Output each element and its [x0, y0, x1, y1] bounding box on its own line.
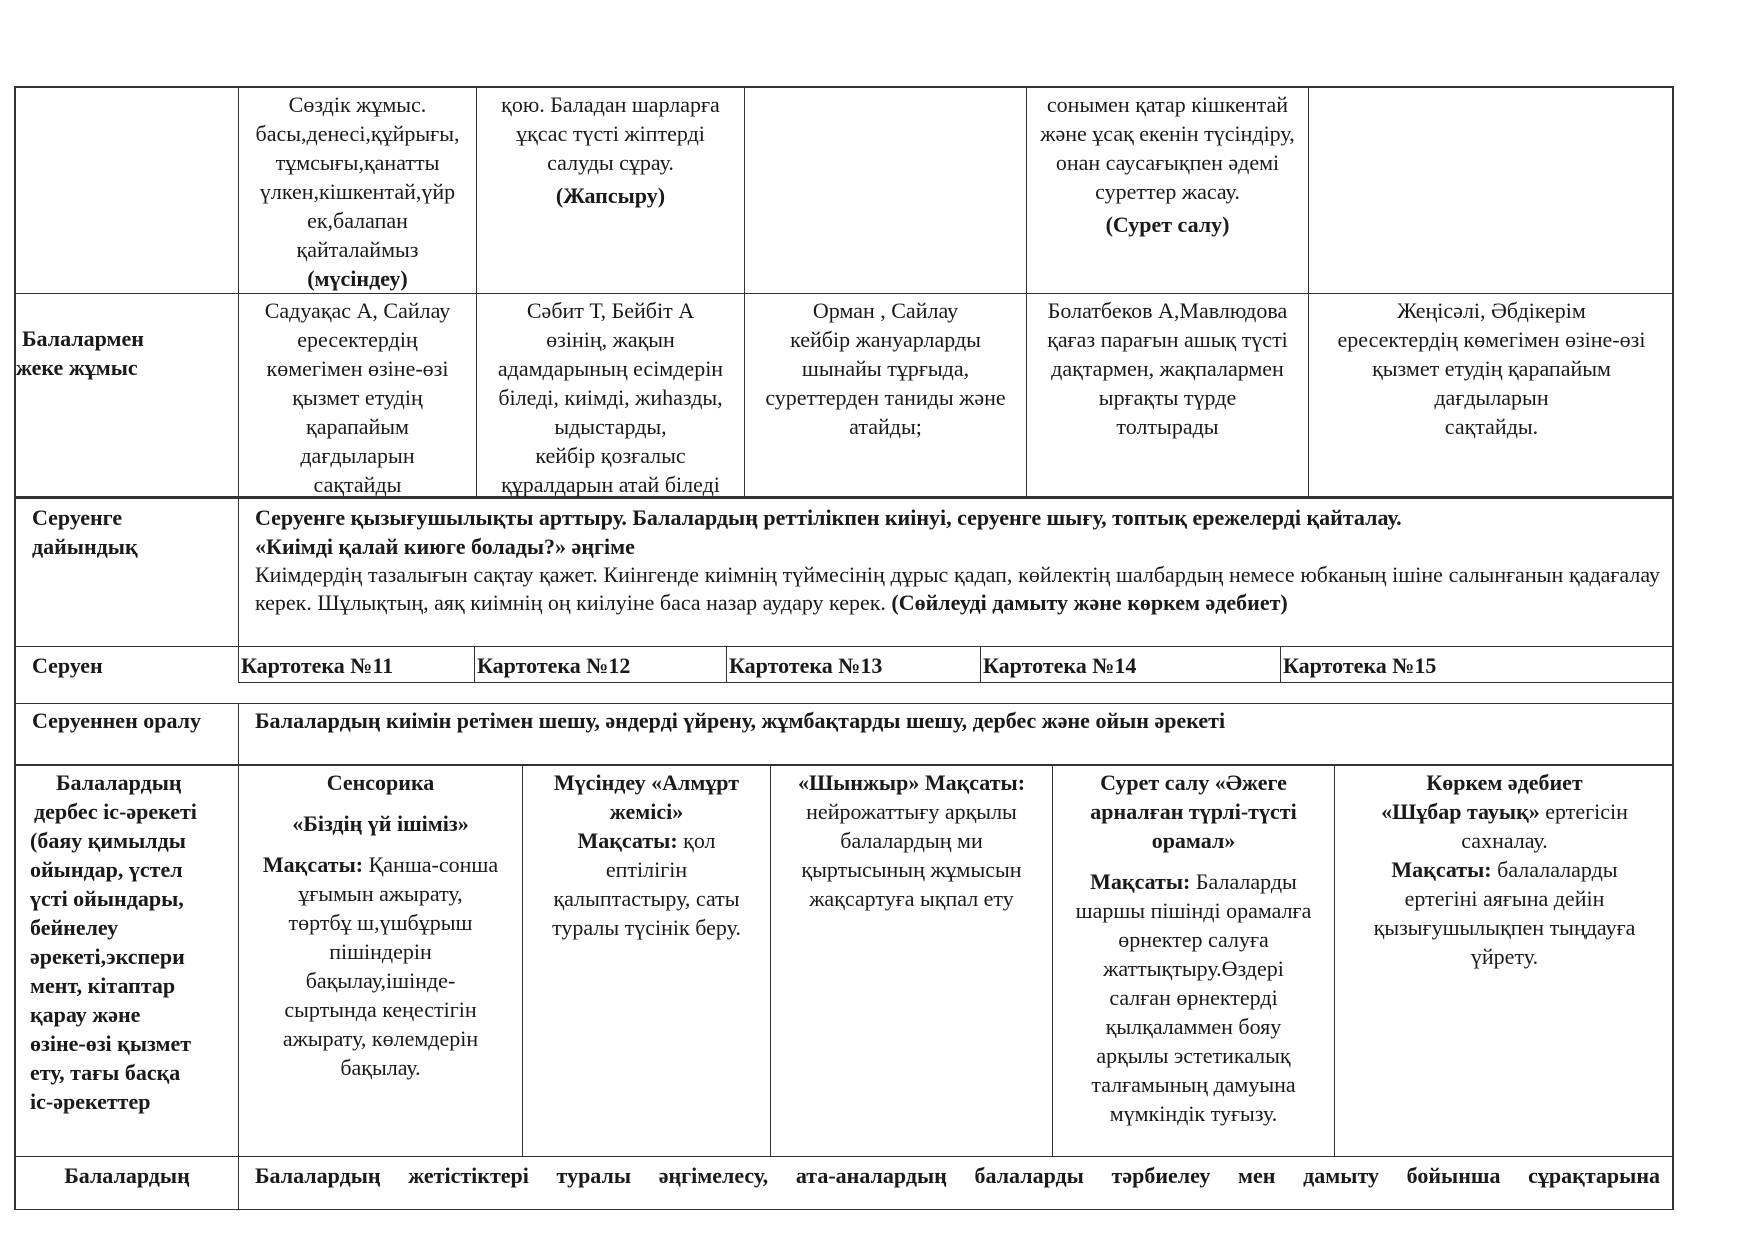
goal-label: Мақсаты:	[1090, 869, 1191, 894]
text-line: адамдарының есімдерін	[497, 356, 724, 381]
walk-prep-text: Киімдердің тазалығын сақтау қажет. Киінгенде киімнің түймесінің дұрыс қадап, көйлектің шалбардың немесе юбканың ішіне салынғанын қадағалау керек. Шұлықтың, аяқ киімнің оң киілуіне баса назар аудару керек.	[255, 562, 1660, 615]
text-line: жаттықтыру.Өздері	[1103, 956, 1284, 981]
cell-parents-talk-content	[238, 1157, 1674, 1209]
text-line: Балаларды	[1195, 869, 1297, 894]
walk-prep-body	[255, 561, 1660, 617]
cell-drawing	[1052, 766, 1334, 1156]
label-line: дайындық	[32, 534, 138, 559]
walk-card-11	[238, 647, 474, 683]
text-line: онан саусағықпен әдемі	[1055, 150, 1280, 175]
text-line: қол	[683, 828, 716, 853]
text-line: бақылау.	[340, 1055, 421, 1080]
text-line: сахналау.	[1461, 828, 1548, 853]
row-parents-talk	[14, 1157, 1674, 1210]
cell-row2-col3	[476, 294, 744, 496]
label-line: әрекеті,экспери	[30, 944, 185, 969]
cell-row2-col5	[1026, 294, 1308, 496]
text-line: дағдыларын	[1434, 385, 1549, 410]
activity-title: Көркем әдебиет	[1426, 770, 1583, 795]
text-line: қызмет етудің	[292, 385, 423, 410]
table-right-border	[1672, 88, 1674, 293]
text-line: Орман , Сайлау	[812, 298, 959, 323]
cell-sensorics	[238, 766, 522, 1156]
table-right-border	[1672, 647, 1674, 703]
text-line: Қанша-сонша	[368, 852, 499, 877]
card-label: Картотека №14	[983, 653, 1137, 678]
activity-title: «Шынжыр» Мақсаты:	[797, 770, 1026, 795]
card-label: Картотека №15	[1283, 653, 1437, 678]
schedule-table	[14, 86, 1674, 1210]
activity-title: орамал»	[1151, 828, 1236, 853]
text-line: құралдарын атай біледі	[501, 472, 720, 497]
text-line: ажырату, көлемдерін	[282, 1026, 479, 1051]
text-line: дақтармен, жақпалармен	[1051, 356, 1284, 381]
row-label-return-from-walk	[14, 704, 238, 764]
text-line: балалардың ми	[840, 828, 983, 853]
activity-title: Мүсіндеу «Алмұрт	[553, 770, 740, 795]
text-line: ек,балапан	[307, 208, 408, 233]
card-label: Картотека №12	[477, 653, 631, 678]
text-line: шаршы пішінді орамалға	[1075, 898, 1312, 923]
text-line: бақылау,ішінде-	[305, 968, 456, 993]
cell-row1-col6	[1308, 88, 1674, 293]
text-line: біледі, киімді, жиһазды,	[498, 385, 723, 410]
label-line: өзіне-өзі қызмет	[30, 1031, 192, 1056]
label-line: (баяу қимылды	[30, 828, 186, 853]
parents-talk-text: Балалардың жетістіктері туралы әңгімелесу, ата-аналардың балаларды тәрбиелеу мен дамыту бойынша сұрақтарына	[255, 1163, 1660, 1188]
text-line: кейбір жануарларды	[790, 327, 981, 352]
text-line: сақтайды	[313, 472, 402, 497]
text-line: Жеңісәлі, Әбдікерім	[1397, 298, 1586, 323]
row-label-individual-work	[14, 294, 238, 496]
walk-card-12	[474, 647, 726, 683]
label-line: Серуен	[32, 653, 103, 678]
text-line: және ұсақ екенін түсіндіру,	[1040, 121, 1295, 146]
text-line: ересектердің көмегімен өзіне-өзі	[1337, 327, 1646, 352]
text-line: нейрожаттығу арқылы	[806, 799, 1017, 824]
cell-row1-col4	[744, 88, 1026, 293]
text-line: өрнектер салуға	[1118, 927, 1269, 952]
text-line: Болатбеков А,Мавлюдова	[1047, 298, 1288, 323]
row-individual-work	[14, 294, 1674, 497]
text-line: үйрету.	[1470, 944, 1539, 969]
label-line: Балалардың	[64, 1163, 190, 1188]
row-label-walk	[14, 647, 238, 703]
text-line: қызмет етудің қарапайым	[1372, 356, 1611, 381]
activity-tag: (Сөйлеуді дамыту және көркем әдебиет)	[891, 590, 1288, 615]
text-line: қызығушылықпен тыңдауға	[1373, 915, 1636, 940]
label-line: бейнелеу	[30, 915, 119, 940]
label-line: ету, тағы басқа	[30, 1060, 181, 1085]
label-line: Серуенге	[32, 505, 123, 530]
text-line: ертегісін	[1545, 799, 1628, 824]
text-line: суреттер жасау.	[1095, 179, 1240, 204]
row-label-empty	[14, 88, 238, 293]
row-independent-activity	[14, 765, 1674, 1157]
walk-card-15	[1280, 647, 1674, 683]
activity-tag: (мүсіндеу)	[307, 266, 408, 291]
row-return-from-walk	[14, 704, 1674, 765]
text-line: ырғақты түрде	[1098, 385, 1237, 410]
text-line: үлкен,кішкентай,үйр	[259, 179, 456, 204]
goal-label: Мақсаты:	[577, 828, 678, 853]
activity-title: жемісі»	[609, 799, 684, 824]
text-line: Садуақас А, Сайлау	[264, 298, 451, 323]
label-line: мент, кітаптар	[30, 973, 176, 998]
row-continuation	[14, 86, 1674, 294]
text-line: сонымен қатар кішкентай	[1046, 92, 1289, 117]
walk-card-14	[980, 647, 1280, 683]
activity-tag: (Сурет салу)	[1105, 212, 1230, 237]
text-line: ересектердің	[297, 327, 418, 352]
text-line: қарапайым	[306, 414, 409, 439]
cell-row1-col3	[476, 88, 744, 293]
text-line: пішіндерін	[329, 939, 432, 964]
activity-title: Сенсорика	[326, 770, 435, 795]
label-line: жеке жұмыс	[16, 355, 138, 380]
text-line: қалыптастыру, саты	[553, 886, 740, 911]
table-right-border	[1672, 766, 1674, 1156]
text-line: кейбір қозғалыс	[535, 443, 686, 468]
text-line: ептілігін	[605, 857, 688, 882]
label-line: Балалардың	[56, 770, 182, 795]
text-line: талғамының дамуына	[1091, 1072, 1296, 1097]
cell-row1-col2	[238, 88, 476, 293]
return-text: Балалардың киімін ретімен шешу, әндерді үйрену, жұмбақтарды шешу, дербес және ойын әрекеті	[255, 708, 1226, 733]
row-label-walk-preparation	[14, 499, 238, 646]
text-line: өзінің, жақын	[546, 327, 675, 352]
text-line: қағаз парағын ашық түсті	[1047, 327, 1288, 352]
text-line: арқылы эстетикалық	[1096, 1043, 1291, 1068]
row-walk-preparation	[14, 497, 1674, 647]
activity-title: Сурет салу «Әжеге	[1100, 770, 1287, 795]
table-right-border	[1672, 1157, 1674, 1209]
text-line: салуды сұрау.	[547, 150, 674, 175]
cell-literature	[1334, 766, 1674, 1156]
text-line: шынайы тұрғыда,	[801, 356, 970, 381]
label-line: ойындар, үстел	[30, 857, 183, 882]
text-line: жақсартуға ықпал ету	[809, 886, 1014, 911]
text-line: ертегіні аяғына дейін	[1404, 886, 1605, 911]
cell-row2-col4	[744, 294, 1026, 496]
row-label-parents-talk	[14, 1157, 238, 1209]
cell-row2-col2	[238, 294, 476, 496]
card-label: Картотека №13	[729, 653, 883, 678]
text-line: көмегімен өзіне-өзі	[266, 356, 449, 381]
goal-label: Мақсаты:	[1391, 857, 1492, 882]
activity-title: арналған түрлі-түсті	[1090, 799, 1297, 824]
cell-row1-col5	[1026, 88, 1308, 293]
text-line: қыртысының жұмысын	[801, 857, 1022, 882]
cell-row2-col6	[1308, 294, 1674, 496]
walk-prep-heading: Серуенге қызығушылықты арттыру. Балалардың реттілікпен киінуі, серуенге шығу, топтық ережелерді қайталау.	[255, 505, 1402, 530]
text-line: толтырады	[1116, 414, 1219, 439]
cell-modelling	[522, 766, 770, 1156]
label-line: қарау және	[30, 1002, 141, 1027]
activity-subtitle: «Біздің үй ішіміз»	[292, 811, 469, 836]
text-line: салған өрнектерді	[1109, 985, 1278, 1010]
text-line: басы,денесі,құйрығы,	[255, 121, 460, 146]
label-line: Балалармен	[22, 326, 144, 351]
text-line: Сөздік жұмыс.	[288, 92, 427, 117]
goal-label: Мақсаты:	[262, 852, 364, 877]
cell-return-content	[238, 704, 1674, 764]
text-line: тұмсығы,қанатты	[275, 150, 440, 175]
text-line: сақтайды.	[1444, 414, 1539, 439]
card-label: Картотека №11	[241, 653, 394, 678]
text-line: ыдыстарды,	[554, 414, 667, 439]
text-line: қылқаламмен бояу	[1105, 1014, 1282, 1039]
walk-prep-subheading: «Киімді қалай киюге болады?» әңгіме	[255, 534, 635, 559]
text-line: қою. Баладан шарларға	[501, 92, 720, 117]
label-line: Серуеннен оралу	[32, 708, 202, 733]
label-line: іс-әрекеттер	[30, 1089, 151, 1114]
activity-tag: (Жапсыру)	[555, 183, 666, 208]
table-right-border	[1672, 704, 1674, 764]
text-line: атайды;	[849, 414, 922, 439]
text-line: балалаларды	[1497, 857, 1618, 882]
text-line: ұғымын ажырату,	[298, 881, 463, 906]
label-line: үсті ойындары,	[30, 886, 184, 911]
text-line: мүмкіндік туғызу.	[1109, 1101, 1278, 1126]
row-label-independent-activity	[14, 766, 238, 1156]
row-walk	[14, 647, 1674, 704]
text-line: ұқсас түсті жіптерді	[516, 121, 705, 146]
text-line: Сәбит Т, Бейбіт А	[526, 298, 695, 323]
table-right-border	[1672, 499, 1674, 646]
text-line: сыртында кеңестігін	[284, 997, 477, 1022]
table-right-border	[1672, 294, 1674, 496]
cell-walk-preparation-content	[238, 499, 1674, 646]
story-title: «Шұбар тауық»	[1381, 799, 1540, 824]
label-line: дербес іс-әрекеті	[34, 799, 197, 824]
walk-card-13	[726, 647, 980, 683]
text-line: туралы түсінік беру.	[552, 915, 741, 940]
text-line: дағдыларын	[300, 443, 415, 468]
text-line: төртбұ ш,үшбұрыш	[288, 910, 473, 935]
cell-chain	[770, 766, 1052, 1156]
text-line: қайталаймыз	[296, 237, 419, 262]
text-line: суреттерден таниды және	[765, 385, 1006, 410]
